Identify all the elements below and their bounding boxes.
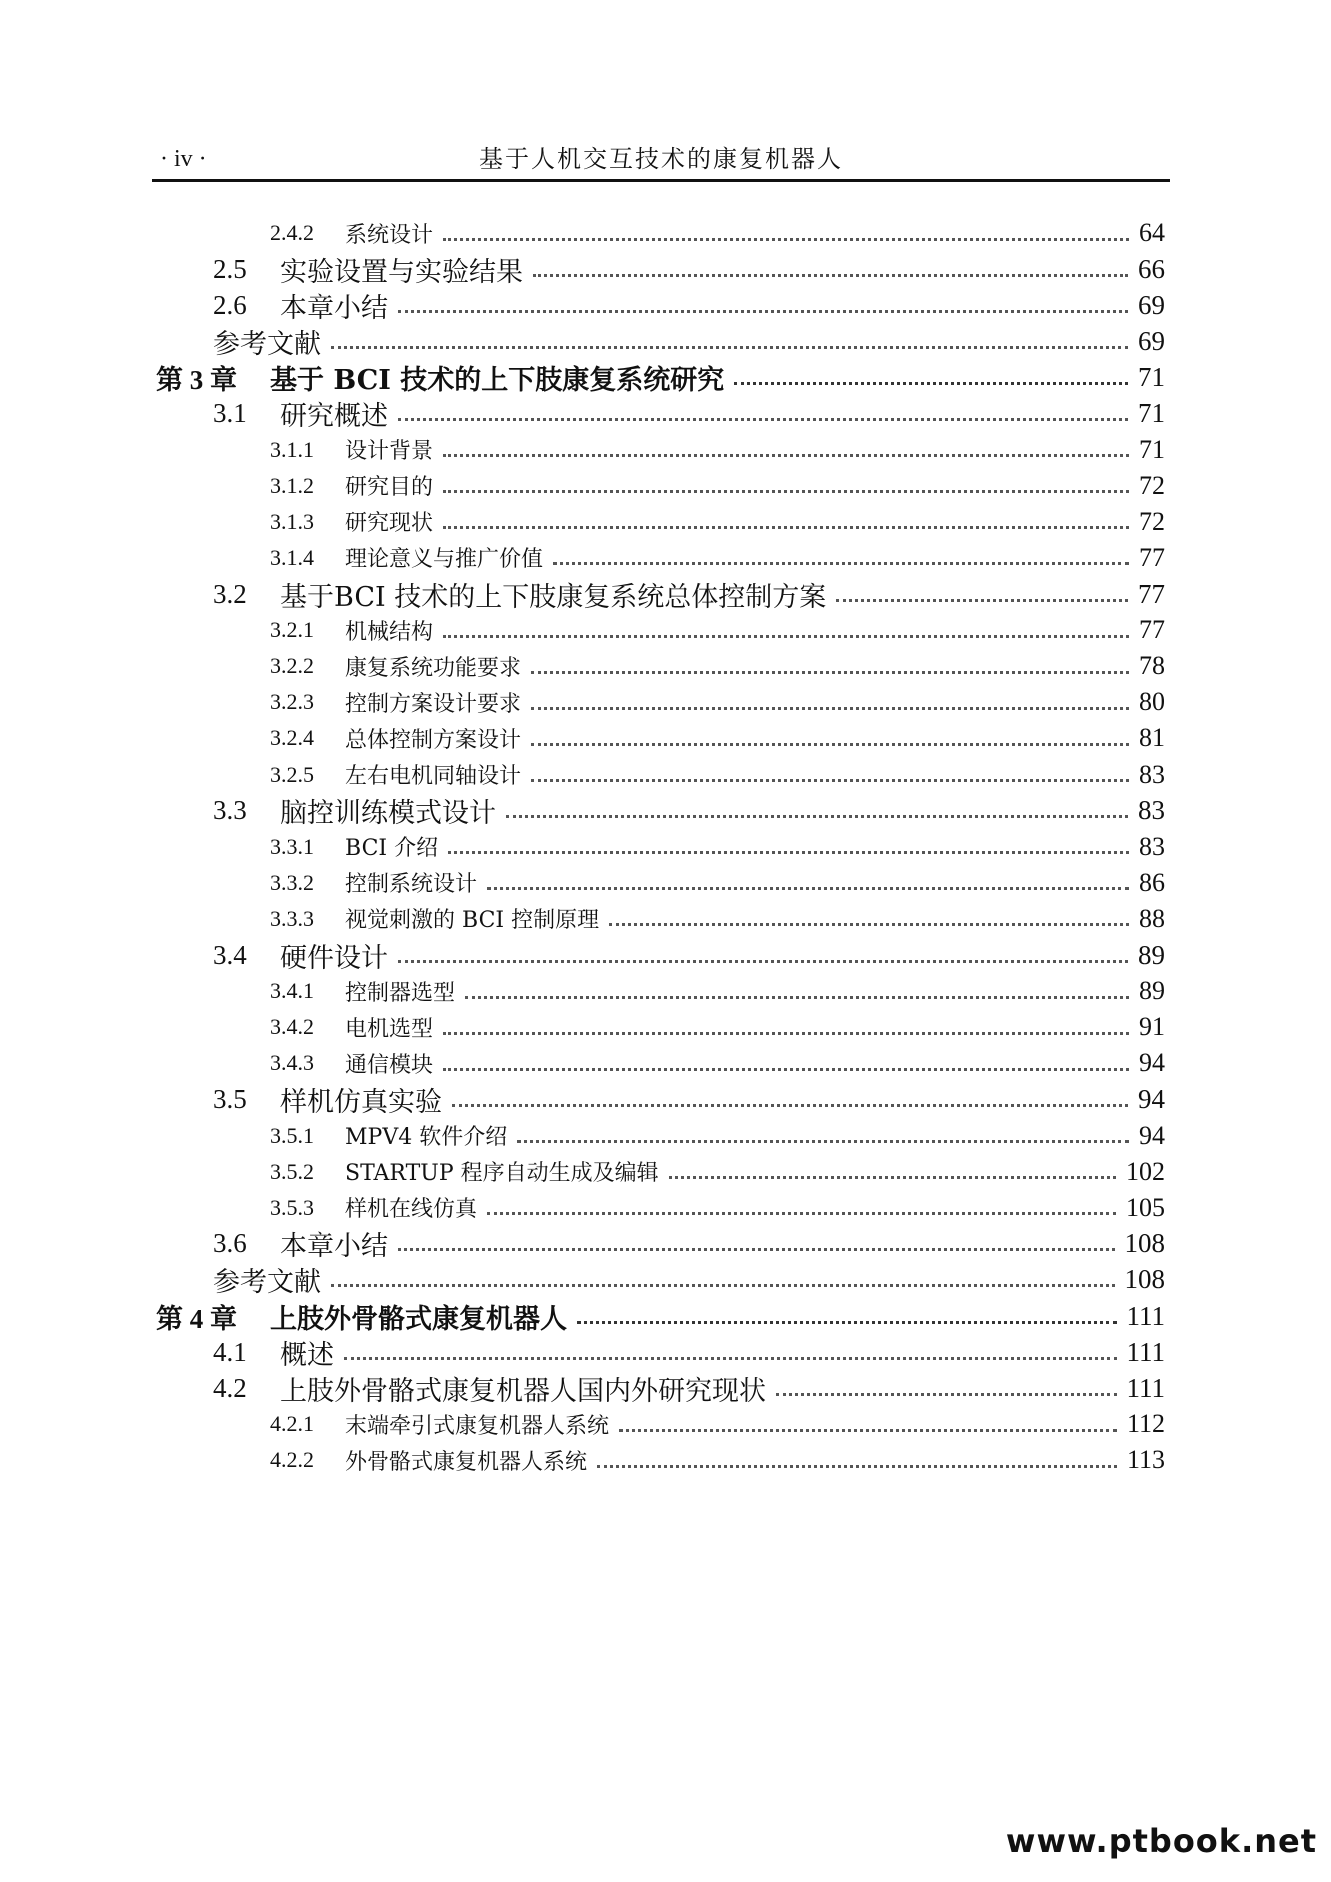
toc-entry bbox=[0, 1224, 1331, 1264]
toc-entry-title: 电机选型 bbox=[345, 1016, 434, 1042]
dot-leader bbox=[443, 635, 1129, 638]
toc-entry bbox=[0, 718, 1331, 758]
toc-entry-title: 脑控训练模式设计 bbox=[280, 798, 496, 830]
toc-entry bbox=[0, 1188, 1331, 1228]
dot-leader bbox=[448, 851, 1129, 854]
toc-entry-number: 第 4 章 bbox=[156, 1303, 237, 1334]
toc-entry bbox=[0, 1116, 1331, 1156]
toc-entry-title: 系统设计 bbox=[345, 222, 434, 248]
toc-entry-page: 83 bbox=[1138, 795, 1165, 826]
toc-entry-page: 108 bbox=[1124, 1264, 1165, 1295]
dot-leader bbox=[669, 1176, 1116, 1179]
toc-entry bbox=[0, 394, 1331, 434]
dot-leader bbox=[465, 996, 1129, 999]
toc-entry-title: STARTUP 程序自动生成及编辑 bbox=[345, 1161, 659, 1187]
toc-entry-number: 4.1 bbox=[213, 1336, 247, 1367]
dot-leader bbox=[398, 960, 1128, 963]
toc-entry bbox=[0, 1152, 1331, 1192]
toc-entry-page: 112 bbox=[1126, 1409, 1165, 1439]
toc-entry-page: 71 bbox=[1139, 434, 1165, 464]
toc-entry-page: 80 bbox=[1139, 687, 1165, 717]
toc-entry-number: 4.2.1 bbox=[270, 1411, 314, 1437]
toc-entry bbox=[0, 1007, 1331, 1047]
toc-entry-title: 控制器选型 bbox=[345, 980, 456, 1006]
toc-entry-number: 3.1 bbox=[213, 398, 247, 428]
toc-entry-number: 3.3.3 bbox=[270, 905, 314, 931]
toc-entry bbox=[0, 1296, 1331, 1336]
toc-entry bbox=[0, 466, 1331, 506]
toc-entry-page: 105 bbox=[1126, 1192, 1165, 1222]
toc-entry-title: 上肢外骨骼式康复机器人 bbox=[270, 1303, 567, 1335]
toc-entry-title: 本章小结 bbox=[280, 292, 388, 324]
dot-leader bbox=[609, 923, 1129, 926]
toc-entry-title: 概述 bbox=[280, 1339, 334, 1371]
toc-entry-title: 基于BCI 技术的上下肢康复系统总体控制方案 bbox=[280, 581, 827, 613]
toc-entry-number: 3.5.2 bbox=[270, 1158, 314, 1184]
page-number: · iv · bbox=[160, 146, 207, 172]
dot-leader bbox=[577, 1321, 1117, 1324]
toc-entry-page: 77 bbox=[1138, 578, 1165, 609]
toc-entry-page: 71 bbox=[1138, 398, 1165, 428]
toc-entry-title: 总体控制方案设计 bbox=[345, 727, 522, 753]
toc-entry-page: 113 bbox=[1126, 1445, 1165, 1475]
dot-leader bbox=[331, 346, 1128, 349]
toc-entry-title: BCI 介绍 bbox=[345, 836, 439, 862]
toc-entry bbox=[0, 1043, 1331, 1083]
toc-entry bbox=[0, 502, 1331, 542]
toc-entry-title: MPV4 软件介绍 bbox=[345, 1125, 508, 1150]
dot-leader bbox=[487, 1212, 1116, 1215]
toc-entry bbox=[0, 249, 1331, 289]
toc-entry bbox=[0, 1440, 1331, 1480]
toc-entry-page: 108 bbox=[1124, 1228, 1165, 1259]
dot-leader bbox=[619, 1429, 1117, 1432]
toc-entry-title: 通信模块 bbox=[345, 1052, 434, 1078]
toc-entry-title: 康复系统功能要求 bbox=[345, 655, 522, 681]
toc-entry-page: 66 bbox=[1138, 253, 1165, 284]
dot-leader bbox=[443, 1032, 1129, 1035]
toc-entry-page: 111 bbox=[1126, 1372, 1165, 1403]
dot-leader bbox=[776, 1393, 1117, 1396]
toc-entry-number: 2.6 bbox=[213, 289, 247, 320]
toc-entry bbox=[0, 610, 1331, 650]
dot-leader bbox=[443, 454, 1129, 457]
toc-entry-title: 外骨骼式康复机器人系统 bbox=[345, 1449, 588, 1475]
toc-entry-page: 89 bbox=[1138, 939, 1165, 970]
toc-entry bbox=[0, 321, 1331, 361]
toc-entry-page: 83 bbox=[1139, 759, 1165, 789]
toc-entry-title: 控制方案设计要求 bbox=[345, 691, 522, 717]
watermark: www.ptbook.net bbox=[1005, 1822, 1317, 1860]
toc-entry-number: 3.2.5 bbox=[270, 761, 314, 787]
toc-entry-page: 94 bbox=[1138, 1083, 1165, 1114]
toc-entry bbox=[0, 213, 1331, 253]
toc-entry-page: 77 bbox=[1139, 542, 1165, 572]
toc-entry bbox=[0, 646, 1331, 686]
dot-leader bbox=[506, 815, 1128, 818]
dot-leader bbox=[443, 1068, 1129, 1071]
dot-leader bbox=[487, 887, 1129, 890]
toc-entry-number: 2.4.2 bbox=[270, 220, 314, 245]
dot-leader bbox=[531, 671, 1129, 674]
toc-entry bbox=[0, 1404, 1331, 1444]
toc-entry bbox=[0, 1368, 1331, 1408]
toc-entry-page: 78 bbox=[1139, 651, 1165, 681]
toc-entry bbox=[0, 538, 1331, 578]
toc-entry bbox=[0, 1260, 1331, 1300]
toc-entry-number: 3.1.4 bbox=[270, 544, 314, 570]
dot-leader bbox=[443, 526, 1129, 529]
toc-entry-number: 4.2 bbox=[213, 1372, 247, 1403]
toc-entry-title: 理论意义与推广价值 bbox=[345, 547, 544, 573]
dot-leader bbox=[533, 274, 1128, 277]
dot-leader bbox=[452, 1104, 1128, 1107]
toc-entry bbox=[0, 755, 1331, 795]
toc-entry bbox=[0, 682, 1331, 722]
toc-entry-number: 3.2.4 bbox=[270, 725, 314, 751]
toc-entry bbox=[0, 430, 1331, 470]
toc-entry-page: 69 bbox=[1138, 289, 1165, 320]
dot-leader bbox=[398, 310, 1128, 313]
toc-entry-page: 88 bbox=[1139, 903, 1165, 933]
toc-entry-page: 81 bbox=[1139, 723, 1165, 753]
toc-entry-number: 3.3.1 bbox=[270, 833, 314, 859]
toc-entry-number: 3.2.3 bbox=[270, 689, 314, 715]
dot-leader bbox=[836, 599, 1128, 602]
toc-entry bbox=[0, 791, 1331, 831]
dot-leader bbox=[531, 779, 1129, 782]
dot-leader bbox=[531, 707, 1129, 710]
toc-entry-number: 3.1.2 bbox=[270, 472, 314, 498]
toc-entry-number: 3.2.2 bbox=[270, 653, 314, 679]
toc-entry-title: 视觉刺激的 BCI 控制原理 bbox=[345, 908, 600, 934]
dot-leader bbox=[443, 490, 1129, 493]
book-title: 基于人机交互技术的康复机器人 bbox=[479, 145, 843, 173]
toc-entry-page: 77 bbox=[1139, 615, 1165, 645]
dot-leader bbox=[597, 1465, 1117, 1468]
toc-entry-title: 上肢外骨骼式康复机器人国内外研究现状 bbox=[280, 1375, 766, 1407]
toc-entry-page: 102 bbox=[1126, 1156, 1165, 1186]
dot-leader bbox=[331, 1284, 1115, 1287]
toc-entry-number: 3.5 bbox=[213, 1083, 247, 1114]
toc-entry-title: 左右电机同轴设计 bbox=[345, 764, 522, 789]
toc-entry-number: 2.5 bbox=[213, 253, 247, 284]
toc-entry-number: 3.1.3 bbox=[270, 508, 314, 534]
toc-entry-number: 3.4.3 bbox=[270, 1050, 314, 1076]
dot-leader bbox=[344, 1357, 1117, 1360]
toc-entry-page: 94 bbox=[1139, 1048, 1165, 1078]
toc-entry-page: 83 bbox=[1139, 831, 1165, 861]
toc-entry bbox=[0, 863, 1331, 903]
toc-entry-title: 样机仿真实验 bbox=[280, 1086, 442, 1118]
toc-entry-page: 94 bbox=[1139, 1120, 1165, 1150]
toc-entry-title: 控制系统设计 bbox=[345, 872, 478, 898]
toc-entry-number: 3.2.1 bbox=[270, 617, 314, 643]
toc-entry bbox=[0, 1079, 1331, 1119]
toc-entry-title: 本章小结 bbox=[280, 1231, 388, 1263]
toc-entry-title: 样机在线仿真 bbox=[345, 1197, 478, 1223]
dot-leader bbox=[531, 743, 1129, 746]
toc-entry-number: 3.3 bbox=[213, 795, 247, 826]
toc-entry bbox=[0, 574, 1331, 614]
toc-entry bbox=[0, 935, 1331, 975]
toc-entry-title: 参考文献 bbox=[213, 328, 321, 360]
dot-leader bbox=[398, 1248, 1115, 1251]
dot-leader bbox=[517, 1140, 1129, 1143]
toc-entry-page: 111 bbox=[1126, 1336, 1165, 1367]
toc-entry-number: 第 3 章 bbox=[156, 364, 237, 395]
toc-entry-title: 研究现状 bbox=[345, 511, 434, 537]
toc-entry-title: 研究目的 bbox=[345, 475, 434, 501]
toc-entry bbox=[0, 827, 1331, 867]
toc-entry-page: 72 bbox=[1139, 506, 1165, 536]
toc-entry-title: 实验设置与实验结果 bbox=[280, 256, 523, 288]
toc-entry-number: 3.2 bbox=[213, 578, 247, 609]
toc-entry-title: 硬件设计 bbox=[280, 942, 388, 974]
toc-entry-number: 3.5.1 bbox=[270, 1122, 314, 1148]
toc-entry-title: 参考文献 bbox=[213, 1267, 321, 1299]
toc-entry-number: 3.3.2 bbox=[270, 869, 314, 895]
dot-leader bbox=[734, 382, 1128, 385]
toc-entry-title: 研究概述 bbox=[280, 401, 388, 432]
toc-entry-page: 91 bbox=[1139, 1012, 1165, 1042]
toc-entry-title: 末端牵引式康复机器人系统 bbox=[345, 1413, 610, 1439]
toc-entry-title: 机械结构 bbox=[345, 619, 434, 645]
toc-entry-number: 3.4.1 bbox=[270, 978, 314, 1004]
toc-entry bbox=[0, 357, 1331, 397]
dot-leader bbox=[443, 238, 1129, 241]
toc-entry-number: 3.1.1 bbox=[270, 436, 314, 462]
toc-entry-page: 71 bbox=[1138, 361, 1165, 392]
toc-entry-page: 89 bbox=[1139, 976, 1165, 1006]
toc-entry-title: 设计背景 bbox=[345, 439, 434, 465]
running-header bbox=[152, 143, 1170, 182]
toc-entry bbox=[0, 1332, 1331, 1372]
toc-entry-page: 86 bbox=[1139, 867, 1165, 897]
toc-entry-number: 4.2.2 bbox=[270, 1447, 314, 1473]
toc-entry-page: 72 bbox=[1139, 470, 1165, 500]
toc-entry-number: 3.6 bbox=[213, 1228, 247, 1259]
toc-entry-title: 基于 BCI 技术的上下肢康复系统研究 bbox=[270, 364, 725, 396]
toc-entry bbox=[0, 971, 1331, 1011]
toc-entry-page: 111 bbox=[1126, 1300, 1165, 1331]
toc-entry bbox=[0, 285, 1331, 325]
toc-entry-number: 3.4 bbox=[213, 939, 247, 970]
dot-leader bbox=[553, 562, 1129, 565]
toc-entry-number: 3.5.3 bbox=[270, 1194, 314, 1220]
toc-entry-page: 69 bbox=[1138, 325, 1165, 356]
dot-leader bbox=[398, 418, 1128, 421]
toc-entry-number: 3.4.2 bbox=[270, 1014, 314, 1040]
toc-entry-page: 64 bbox=[1139, 218, 1165, 247]
toc-entry bbox=[0, 899, 1331, 939]
